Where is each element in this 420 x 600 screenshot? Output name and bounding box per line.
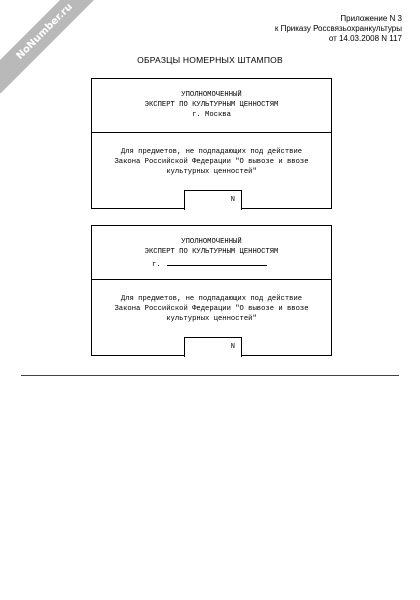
stamp-text-line-1: Для предметов, не подпадающих под действие — [120, 148, 303, 156]
appendix-number: Приложение N 3 — [340, 14, 402, 23]
watermark-ribbon: NoNumber.ru — [0, 0, 107, 94]
stamp-body — [92, 280, 331, 356]
stamp-expert: ЭКСПЕРТ ПО КУЛЬТУРНЫМ ЦЕННОСТЯМ — [144, 101, 279, 109]
stamp-text-line-2: Закона Российской Федерации "О вывозе и ввозе — [114, 305, 309, 313]
stamp-text-line-3: культурных ценностей" — [166, 168, 257, 176]
stamp-text-line-1: Для предметов, не подпадающих под действие — [120, 295, 303, 303]
stamp-text-line-2: Закона Российской Федерации "О вывозе и ввозе — [114, 158, 309, 166]
stamp-text-line-3: культурных ценностей" — [166, 315, 257, 323]
stamp-sample-1 — [91, 78, 332, 209]
stamp-number-box — [184, 190, 242, 210]
stamp-number: N — [230, 196, 235, 204]
city-blank-line — [167, 257, 267, 266]
stamp-role: УПОЛНОМОЧЕННЫЙ — [181, 238, 242, 246]
appendix-date: от 14.03.2008 N 117 — [328, 34, 402, 43]
document-title: ОБРАЗЦЫ НОМЕРНЫХ ШТАМПОВ — [137, 55, 283, 65]
appendix-order: к Приказу Россвязьохранкультуры — [274, 24, 402, 33]
stamp-city-prefix: г. — [152, 261, 161, 269]
stamp-header — [92, 226, 331, 280]
appendix-header — [275, 14, 402, 44]
page-divider — [21, 375, 399, 376]
stamp-number: N — [230, 343, 235, 351]
stamp-city-row — [92, 257, 331, 270]
stamp-number-box — [184, 337, 242, 357]
stamp-body — [92, 133, 331, 209]
stamp-role: УПОЛНОМОЧЕННЫЙ — [181, 91, 242, 99]
stamp-header — [92, 79, 331, 133]
stamp-city: г. Москва — [192, 111, 231, 119]
stamp-sample-2 — [91, 225, 332, 356]
stamp-expert: ЭКСПЕРТ ПО КУЛЬТУРНЫМ ЦЕННОСТЯМ — [144, 248, 279, 256]
